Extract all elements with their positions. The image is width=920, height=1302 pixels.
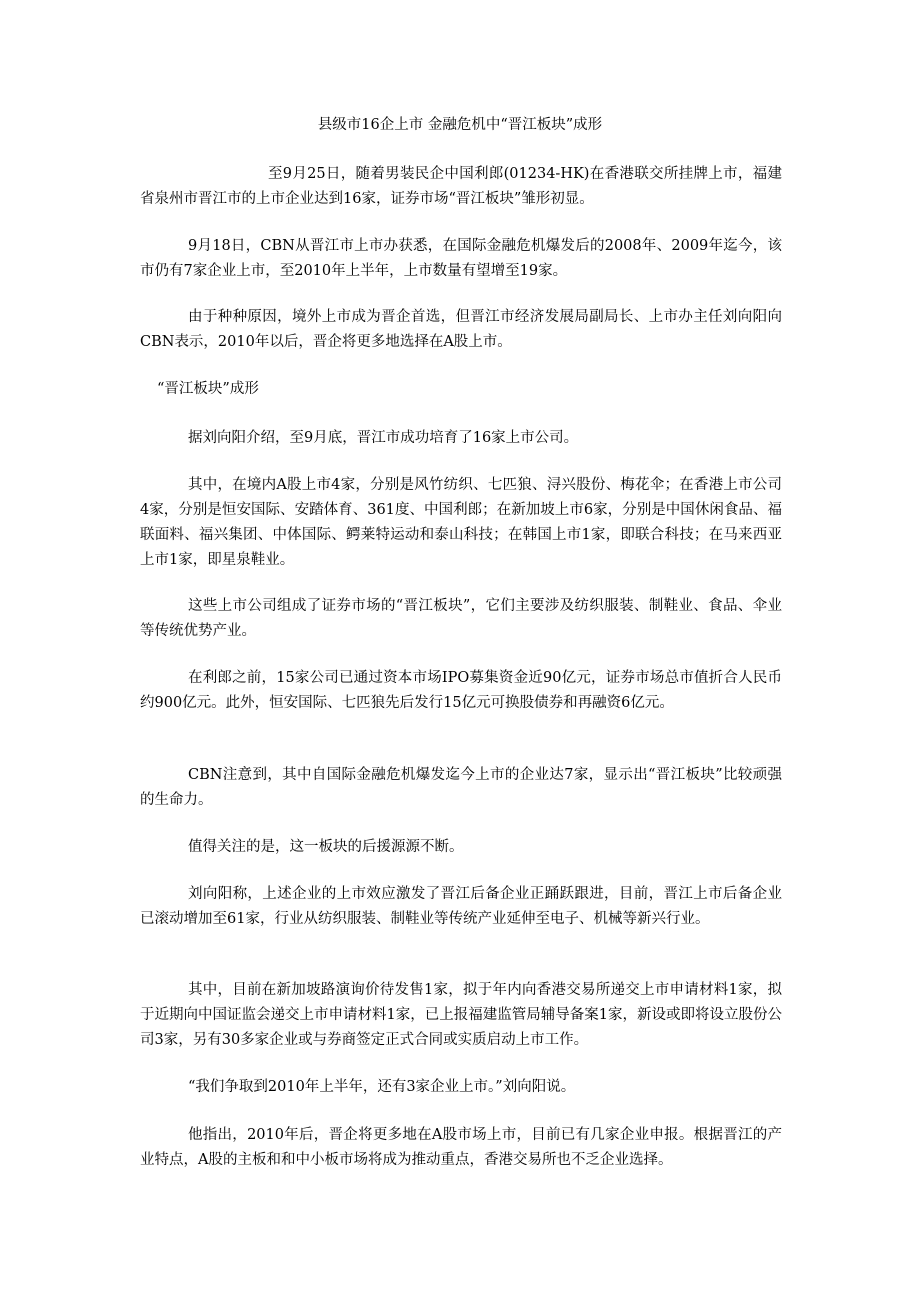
paragraph-6: 这些上市公司组成了证券市场的“晋江板块”，它们主要涉及纺织服装、制鞋业、食品、伞业等传统优势产业。: [140, 598, 782, 639]
paragraph-3: 由于种种原因，境外上市成为晋企首选，但晋江市经济发展局副局长、上市办主任刘向阳向CBN表示，2010年以后，晋企将更多地选择在A股上市。: [140, 309, 782, 350]
paragraph-8: CBN注意到，其中自国际金融危机爆发迄今上市的企业达7家，显示出“晋江板块”比较顽强的生命力。: [140, 767, 782, 808]
paragraph-1: 至9月25日，随着男装民企中国利郎(01234-HK)在香港联交所挂牌上市，福建省泉州市晋江市的上市企业达到16家，证券市场“晋江板块”雏形初显。: [140, 166, 782, 207]
section-heading: “晋江板块”成形: [157, 381, 259, 397]
paragraph-2: 9月18日，CBN从晋江市上市办获悉，在国际金融危机爆发后的2008年、2009年迄今，该市仍有7家企业上市，至2010年上半年，上市数量有望增至19家。: [140, 238, 782, 279]
paragraph-5: 其中，在境内A股上市4家，分别是风竹纺织、七匹狼、浔兴股份、梅花伞；在香港上市公司4家，分别是恒安国际、安踏体育、361度、中国利郎；在新加坡上市6家，分别是中国休闲食品、福联面料、福兴集团、中体国际、鳄莱特运动和泰山科技；在韩国上市1家，即联合科技；在马来西亚上市1家，即星泉鞋业。: [140, 477, 782, 568]
paragraph-13: 他指出，2010年后，晋企将更多地在A股市场上市，目前已有几家企业申报。根据晋江的产业特点，A股的主板和和中小板市场将成为推动重点，香港交易所也不乏企业选择。: [140, 1127, 782, 1168]
paragraph-10: 刘向阳称，上述企业的上市效应激发了晋江后备企业正踊跃跟进，目前，晋江上市后备企业已滚动增加至61家，行业从纺织服装、制鞋业等传统产业延伸至电子、机械等新兴行业。: [140, 886, 782, 927]
paragraph-4: 据刘向阳介绍，至9月底，晋江市成功培育了16家上市公司。: [188, 430, 579, 446]
article-title: 县级市16企上市 金融危机中“晋江板块”成形: [317, 117, 603, 133]
paragraph-7: 在利郎之前，15家公司已通过资本市场IPO募集资金近90亿元，证券市场总市值折合人民币约900亿元。此外，恒安国际、七匹狼先后发行15亿元可换股债券和再融资6亿元。: [140, 670, 782, 711]
paragraph-12: “我们争取到2010年上半年，还有3家企业上市。”刘向阳说。: [188, 1079, 576, 1095]
paragraph-11: 其中，目前在新加坡路演询价待发售1家，拟于年内向香港交易所递交上市申请材料1家，拟于近期向中国证监会递交上市申请材料1家，已上报福建监管局辅导备案1家，新设或即将设立股份公司3家，另有30多家企业或与券商签定正式合同或实质启动上市工作。: [140, 982, 782, 1048]
paragraph-9: 值得关注的是，这一板块的后援源源不断。: [188, 839, 464, 855]
